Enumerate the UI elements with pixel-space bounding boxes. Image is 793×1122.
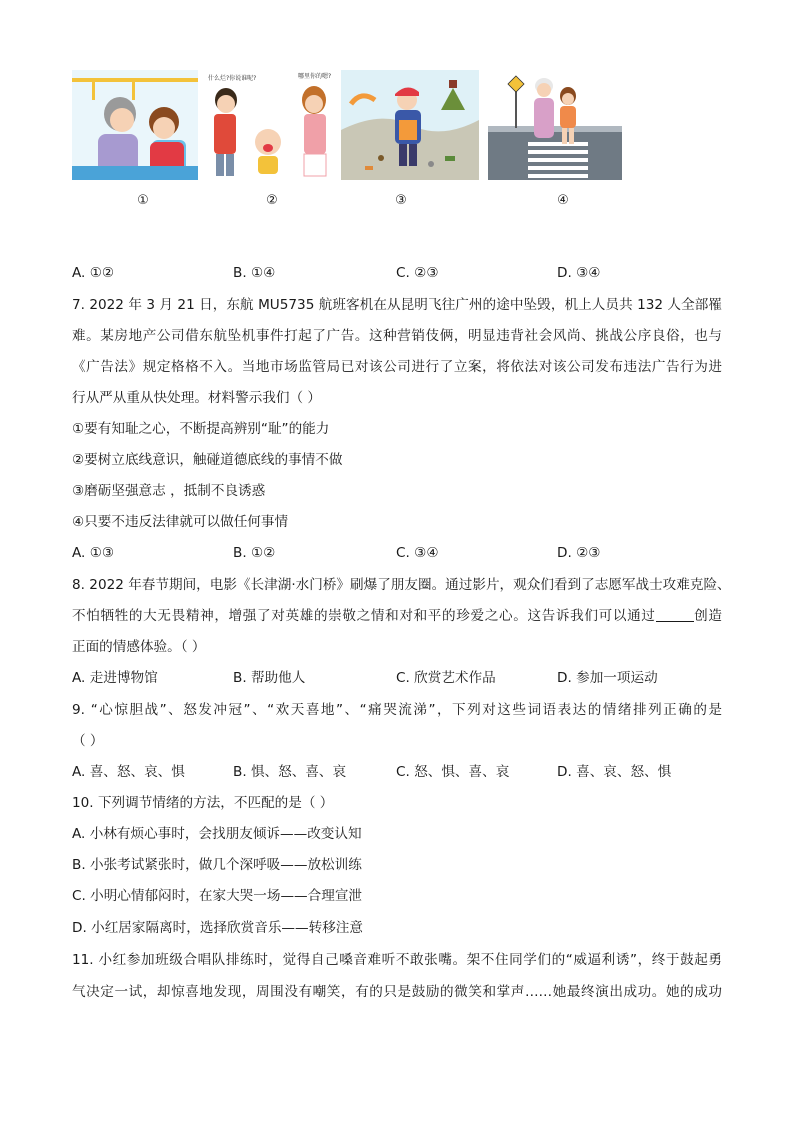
q7-item-2: ②要树立底线意识，触碰道德底线的事情不做 [72, 452, 343, 468]
q9-option-c[interactable]: C. 怒、惧、喜、哀 [396, 764, 510, 780]
q11-stem-line-1: 11. 小红参加班级合唱队排练时，觉得自己嗓音难听不敢张嘴。架不住同学们的“威逼利诱”，终于鼓起勇 [72, 952, 722, 968]
q10-option-c[interactable]: C. 小明心情郁闷时，在家大哭一场——合理宣泄 [72, 888, 363, 904]
q7-item-3: ③磨砺坚强意志 ，抵制不良诱惑 [72, 483, 266, 499]
q10-option-b[interactable]: B. 小张考试紧张时，做几个深呼吸——放松训练 [72, 857, 362, 873]
q8-option-a[interactable]: A. 走进博物馆 [72, 670, 158, 686]
bubble-right-text: 哪里你的嗯? [298, 73, 332, 80]
q10-option-a[interactable]: A. 小林有烦心事时，会找朋友倾诉——改变认知 [72, 826, 362, 842]
picture-label-2: ② [266, 193, 278, 208]
q7-stem-line-4: 行从严从重从快处理。材料警示我们（ ） [72, 390, 322, 406]
quarrel-illustration [206, 70, 334, 180]
q7-stem-line-3: 《广告法》规定格格不入。当地市场监管局已对该公司进行了立案，将依法对该公司发布违法广告行为进 [72, 359, 722, 375]
q9-stem-line-1: 9. “心惊胆战”、怒发冲冠”、“欢天喜地”、“痛哭流涕”，下列对这些词语表达的情绪排列正确的是 [72, 702, 722, 718]
picture-1-bus-seat [72, 70, 198, 180]
q8-option-c[interactable]: C. 欣赏艺术作品 [396, 670, 496, 686]
q9-option-a[interactable]: A. 喜、怒、哀、惧 [72, 764, 185, 780]
q8-line2-pre: 不怕牺牲的大无畏精神，增强了对英雄的崇敬之情和对和平的珍爱之心。这告诉我们可以通过 [72, 608, 656, 624]
littering-illustration [341, 70, 479, 180]
picture-3-littering [341, 70, 479, 180]
q8-stem-line-3: 正面的情感体验。（ ） [72, 639, 206, 655]
q8-line2-post: 创造 [693, 608, 722, 624]
q10-option-d[interactable]: D. 小红居家隔离时，选择欣赏音乐——转移注意 [72, 920, 363, 936]
picture-row [72, 70, 632, 182]
q7-item-4: ④只要不违反法律就可以做任何事情 [72, 514, 289, 530]
bus-seat-illustration [72, 70, 198, 180]
picture-4-crossing [488, 70, 622, 180]
q7-option-c[interactable]: C. ③④ [396, 545, 439, 561]
q8-option-d[interactable]: D. 参加一项运动 [557, 670, 658, 686]
picture-2-quarrel [206, 70, 334, 180]
picture-label-1: ① [137, 193, 149, 208]
q6-option-b[interactable]: B. ①④ [233, 265, 276, 281]
bubble-left-text: 什么烂?你说谁呢? [208, 75, 257, 82]
q9-option-b[interactable]: B. 惧、怒、喜、哀 [233, 764, 347, 780]
q8-stem-line-2 [72, 606, 722, 626]
crossing-illustration [488, 70, 622, 180]
picture-label-3: ③ [395, 193, 407, 208]
q6-option-d[interactable]: D. ③④ [557, 265, 601, 281]
q6-option-a[interactable]: A. ①② [72, 265, 115, 281]
picture-label-4: ④ [557, 193, 569, 208]
q7-option-d[interactable]: D. ②③ [557, 545, 601, 561]
q11-stem-line-2: 气决定一试，却惊喜地发现，周围没有嘲笑，有的只是鼓励的微笑和掌声……她最终演出成功。她的成功 [72, 984, 722, 1000]
q8-answer-blank [656, 607, 694, 622]
q7-option-a[interactable]: A. ①③ [72, 545, 115, 561]
q8-stem-line-1: 8. 2022 年春节期间，电影《长津湖·水门桥》刷爆了朋友圈。通过影片，观众们看到了志愿军战士攻难克险、 [72, 577, 731, 593]
q6-option-c[interactable]: C. ②③ [396, 265, 439, 281]
q7-item-1: ①要有知耻之心，不断提高辨别“耻”的能力 [72, 421, 330, 437]
q10-stem: 10. 下列调节情绪的方法，不匹配的是（ ） [72, 795, 334, 811]
q7-stem-line-1: 7. 2022 年 3 月 21 日，东航 MU5735 航班客机在从昆明飞往广州的途中坠毁，机上人员共 132 人全部罹 [72, 297, 722, 313]
q8-option-b[interactable]: B. 帮助他人 [233, 670, 306, 686]
q9-option-d[interactable]: D. 喜、哀、怒、惧 [557, 764, 672, 780]
q7-option-b[interactable]: B. ①② [233, 545, 276, 561]
q9-stem-line-2: （ ） [72, 733, 104, 749]
q7-stem-line-2: 难。某房地产公司借东航坠机事件打起了广告。这种营销伎俩，明显违背社会风尚、挑战公序良俗，也与 [72, 328, 722, 344]
